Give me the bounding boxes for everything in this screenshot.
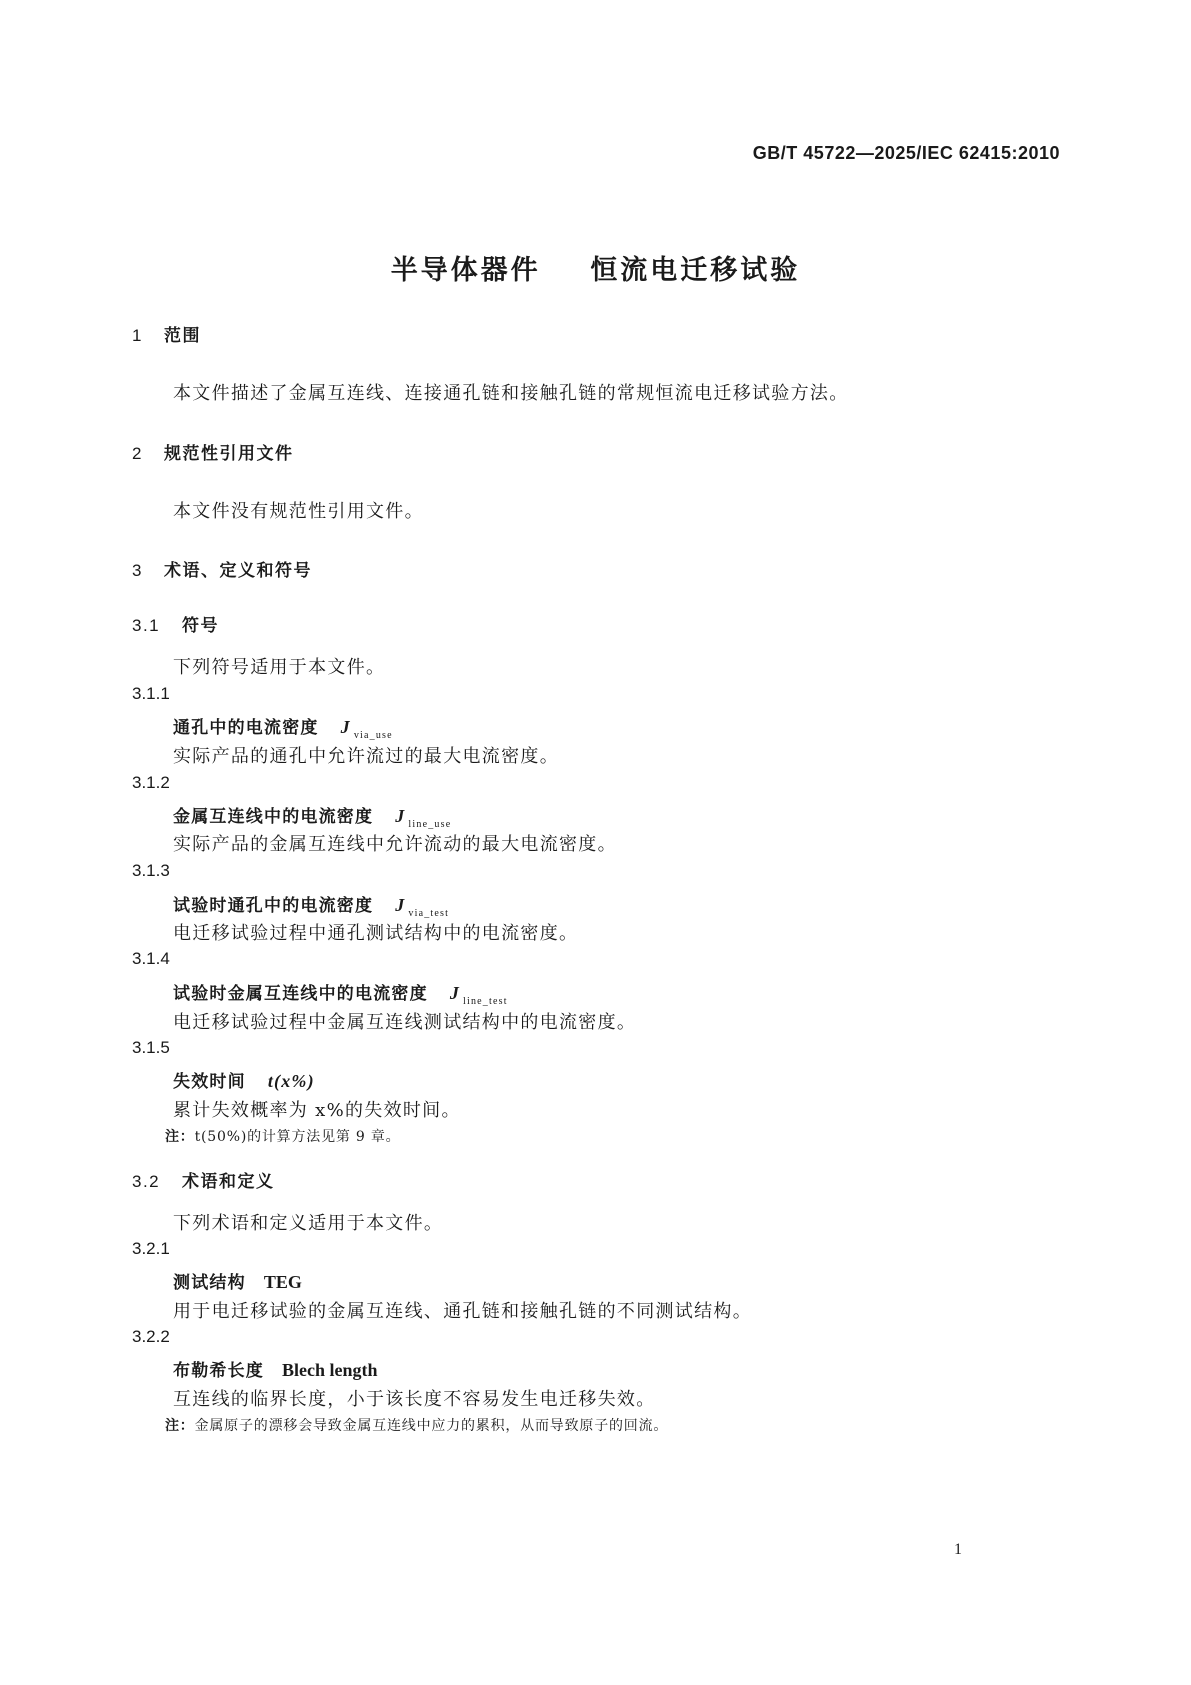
section-3-1-intro: 下列符号适用于本文件。 [173,657,386,678]
section-title: 规范性引用文件 [164,444,294,464]
term-3-2-1 [173,1268,302,1293]
section-number: 2 [132,444,143,463]
note-text: 金属原子的漂移会导致金属互连线中应力的累积，从而导致原子的回流。 [194,1418,669,1434]
entry-number: 3.1.4 [132,949,170,968]
term-abbreviation: TEG [263,1272,302,1292]
note-3-2-2 [165,1415,668,1435]
section-number: 3.2 [132,1172,161,1191]
term-symbol: J $_{via\_test}$ [395,895,450,919]
term-3-1-2 [173,802,452,830]
definition-3-1-3: 电迁移试验过程中通孔测试结构中的电流密度。 [173,923,579,944]
section-3-1-heading [132,611,219,636]
term-3-1-5 [173,1067,315,1092]
section-2-heading [132,439,294,464]
section-number: 3 [132,561,143,580]
note-text: t(50%)的计算方法见第 9 章。 [194,1129,401,1145]
term-name: 测试结构 [173,1273,246,1293]
entry-number: 3.1.2 [132,773,170,792]
section-number: 1 [132,326,143,345]
term-3-1-4 [173,979,508,1007]
definition-3-1-2: 实际产品的金属互连线中允许流动的最大电流密度。 [173,834,617,855]
definition-3-2-2: 互连线的临界长度，小于该长度不容易发生电迁移失效。 [173,1389,656,1410]
term-name: 布勒希长度 [173,1361,264,1381]
section-title: 术语、定义和符号 [164,561,312,581]
term-symbol: J $_{line\_test}$ [449,983,508,1007]
term-symbol: J $_{via\_use}$ [340,717,393,741]
term-3-1-3 [173,891,450,919]
page-number: 1 [954,1541,962,1558]
term-name: 通孔中的电流密度 [173,718,319,738]
entry-number: 3.2.1 [132,1239,170,1258]
section-3-2-intro: 下列术语和定义适用于本文件。 [173,1213,444,1234]
note-label: 注： [165,1129,195,1145]
standard-number: GB/T 45722—2025/IEC 62415:2010 [752,143,1060,163]
section-title: 范围 [164,326,201,346]
entry-number: 3.1.5 [132,1038,170,1057]
term-abbreviation: Blech length [282,1360,378,1380]
section-3-heading [132,556,312,581]
definition-3-1-1: 实际产品的通孔中允许流过的最大电流密度。 [173,746,559,767]
entry-number: 3.2.2 [132,1327,170,1346]
section-number: 3.1 [132,616,161,635]
document-title: 半导体器件 恒流电迁移试验 [390,255,801,286]
term-name: 金属互连线中的电流密度 [173,807,374,827]
term-3-1-1 [173,713,393,741]
definition-3-2-1: 用于电迁移试验的金属互连线、通孔链和接触孔链的不同测试结构。 [173,1301,752,1322]
section-3-2-heading [132,1167,275,1192]
term-symbol: J $_{line\_use}$ [395,806,452,830]
section-1-text: 本文件描述了金属互连线、连接通孔链和接触孔链的常规恒流电迁移试验方法。 [173,383,849,404]
entry-number: 3.1.3 [132,861,170,880]
definition-3-1-5: 累计失效概率为 x%的失效时间。 [173,1100,461,1121]
term-3-2-2 [173,1356,378,1381]
section-2-text: 本文件没有规范性引用文件。 [173,501,424,522]
entry-number: 3.1.1 [132,684,170,703]
term-name: 试验时通孔中的电流密度 [173,896,374,916]
term-name: 失效时间 [173,1072,246,1092]
section-title: 术语和定义 [182,1172,275,1192]
definition-3-1-4: 电迁移试验过程中金属互连线测试结构中的电流密度。 [173,1012,637,1033]
note-3-1-5 [165,1126,400,1146]
note-label: 注： [165,1418,195,1434]
section-title: 符号 [182,616,219,636]
term-name: 试验时金属互连线中的电流密度 [173,984,428,1004]
section-1-heading [132,321,201,346]
term-symbol: t(x%) [267,1071,315,1091]
